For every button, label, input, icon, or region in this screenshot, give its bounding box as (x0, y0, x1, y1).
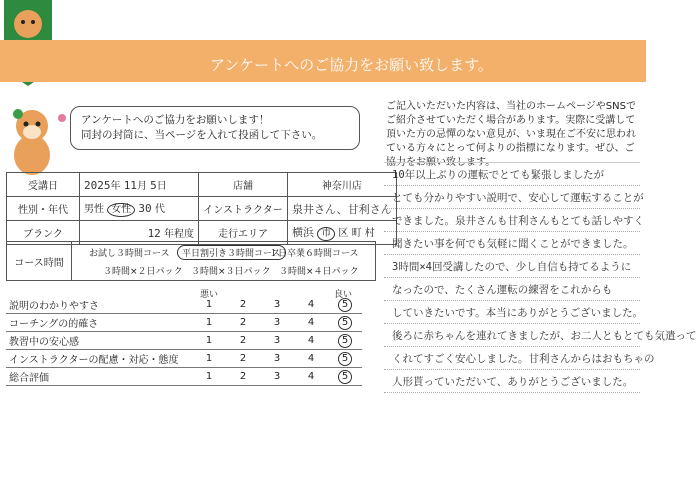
rating-score-value: 4 (307, 335, 315, 346)
rating-row (6, 332, 362, 350)
gender-value (80, 197, 199, 221)
rating-score-value: 1 (205, 299, 213, 310)
rating-item-label: 総合評価 (6, 368, 192, 386)
rating-score-value: 4 (307, 371, 315, 382)
rating-item-label: 教習中の安心感 (6, 332, 192, 350)
info-table (6, 172, 397, 245)
rating-score-value: 3 (273, 335, 281, 346)
rating-score-value: 4 (307, 299, 315, 310)
rating-score-2[interactable] (226, 296, 260, 314)
course-pack-3: ３時間×３日パック (191, 267, 271, 277)
rating-score-value: 5 (338, 334, 352, 348)
date-year: 2025 (84, 179, 111, 192)
comment-line: できました。泉井さんも甘利さんもとても話しやすく (384, 209, 640, 232)
rating-score-1[interactable] (192, 332, 226, 350)
rating-score-value: 3 (273, 371, 281, 382)
course-pack-2: ３時間×２日パック (103, 267, 183, 277)
rating-row (6, 314, 362, 332)
rating-bad-label: 悪い (200, 290, 219, 300)
course-one-day: １日卒業６時間コース (269, 249, 359, 259)
rating-score-value: 4 (307, 317, 315, 328)
rating-score-4[interactable] (294, 368, 328, 386)
bubble-line-1: アンケートへのご協力をお願いします！ (81, 114, 270, 126)
rating-score-4[interactable] (294, 314, 328, 332)
instructor-label: インストラクター (199, 197, 288, 221)
rating-score-1[interactable] (192, 314, 226, 332)
age-unit: 代 (154, 204, 165, 215)
rating-score-3[interactable] (260, 368, 294, 386)
rating-score-4[interactable] (294, 332, 328, 350)
rating-item-label: 説明のわかりやすさ (6, 296, 192, 314)
rating-row (6, 368, 362, 386)
rating-score-value: 1 (205, 353, 213, 364)
area-unit-town: 町 (351, 228, 362, 239)
rating-score-2[interactable] (226, 314, 260, 332)
blank-years: 12 (147, 227, 161, 240)
rating-score-3[interactable] (260, 332, 294, 350)
comment-line: とても分かりやすい説明で、安心して運転することが (384, 186, 640, 209)
date-day: 5 (150, 179, 157, 192)
rating-score-2[interactable] (226, 350, 260, 368)
rating-score-value: 1 (205, 371, 213, 382)
rating-score-3[interactable] (260, 350, 294, 368)
store-label: 店舗 (199, 173, 288, 197)
bubble-line-2: 同封の封筒に、当ページを入れて投函して下さい。 (81, 129, 323, 141)
rating-score-value: 4 (307, 353, 315, 364)
comment-line: 3時間×4回受講したので、少し自信も持てるように (384, 255, 640, 278)
rating-score-5[interactable] (328, 332, 362, 350)
rating-score-value: 1 (205, 317, 213, 328)
rating-score-value: 5 (338, 370, 352, 384)
course-weekday-circled: 平日割引き３時間コース (177, 245, 286, 260)
gender-male: 男性 (84, 204, 104, 215)
comment-line: 聞きたい事を何でも気軽に聞くことができました。 (384, 232, 640, 255)
rating-score-5[interactable] (328, 368, 362, 386)
rating-item-label: コーチングの的確さ (6, 314, 192, 332)
rating-score-value: 3 (273, 353, 281, 364)
rating-score-2[interactable] (226, 368, 260, 386)
area-label: 走行エリア (199, 221, 288, 245)
date-value: 2025年 11月 5日 (80, 173, 199, 197)
rating-item-label: インストラクターの配慮・対応・態度 (6, 350, 192, 368)
rating-score-value: 5 (338, 316, 352, 330)
comment-line: 人形貰っていただいて、ありがとうございました。 (384, 370, 640, 393)
course-pack-4: ３時間×４日パック (279, 267, 359, 277)
rating-score-value: 1 (205, 335, 213, 346)
rating-score-1[interactable] (192, 350, 226, 368)
rating-good-label: 良い (334, 290, 353, 300)
rating-score-value: 2 (239, 317, 247, 328)
rating-row (6, 296, 362, 314)
course-trial: お試し３時間コース (89, 249, 170, 259)
age-value: 30 (138, 202, 152, 215)
instruction-bubble (70, 106, 360, 150)
gender-female-circled: 女性 (107, 203, 135, 217)
area-unit-village: 村 (364, 228, 375, 239)
comment-line: 10年以上ぶりの運転でとても緊張しましたが (384, 163, 640, 186)
rating-score-5[interactable] (328, 350, 362, 368)
blank-unit: 年程度 (164, 229, 194, 240)
rating-score-4[interactable] (294, 350, 328, 368)
rating-score-2[interactable] (226, 332, 260, 350)
store-value: 神奈川店 (288, 173, 397, 197)
area-unit-ward: 区 (338, 228, 349, 239)
banner-title: アンケートへのご協力をお願い致します。 (210, 56, 493, 74)
gender-label: 性別・年代 (7, 197, 80, 221)
instructor-value: 泉井さん、甘利さん (288, 197, 397, 221)
rating-score-value: 2 (239, 371, 247, 382)
rating-score-value: 2 (239, 335, 247, 346)
rating-score-3[interactable] (260, 314, 294, 332)
rating-score-1[interactable] (192, 368, 226, 386)
course-label: コース時間 (7, 242, 72, 280)
rating-score-value: 2 (239, 353, 247, 364)
rating-score-value: 3 (273, 299, 281, 310)
rating-score-4[interactable] (294, 296, 328, 314)
comment-line: くれてすごく安心しました。甘利さんからはおもちゃの (384, 347, 640, 370)
course-time-box (6, 241, 376, 281)
rating-score-3[interactable] (260, 296, 294, 314)
rating-score-5[interactable] (328, 314, 362, 332)
area-city: 横浜 (292, 226, 314, 239)
rating-row (6, 350, 362, 368)
rating-score-value: 2 (239, 299, 247, 310)
comment-line: なったので、たくさん運転の練習をこれからも (384, 278, 640, 301)
rating-score-value: 5 (338, 298, 352, 312)
rating-table (6, 296, 362, 386)
comment-line: 後ろに赤ちゃんを連れてきましたが、お二人ともとても気遣って (384, 324, 640, 347)
rating-score-5[interactable] (328, 296, 362, 314)
publication-notice: ご記入いただいた内容は、当社のホームページやSNSでご紹介させていただく場合があります。実際に受講して頂いた方の忌憚のない意見が、いま現在ご不安に思われている方々にとって何よりの指標になります。ぜひ、ご協力をお願い致します。 (386, 101, 636, 168)
comment-line: していきたいです。本当にありがとうございました。 (384, 301, 640, 324)
rating-score-1[interactable] (192, 296, 226, 314)
date-month: 11 (123, 179, 137, 192)
comment-area (384, 162, 697, 393)
area-unit-city-circled: 市 (317, 227, 335, 241)
deer-mascot-illustration (0, 100, 70, 180)
blank-label: ブランク (7, 221, 80, 245)
rating-score-value: 3 (273, 317, 281, 328)
date-label: 受講日 (7, 173, 80, 197)
rating-score-value: 5 (338, 352, 352, 366)
